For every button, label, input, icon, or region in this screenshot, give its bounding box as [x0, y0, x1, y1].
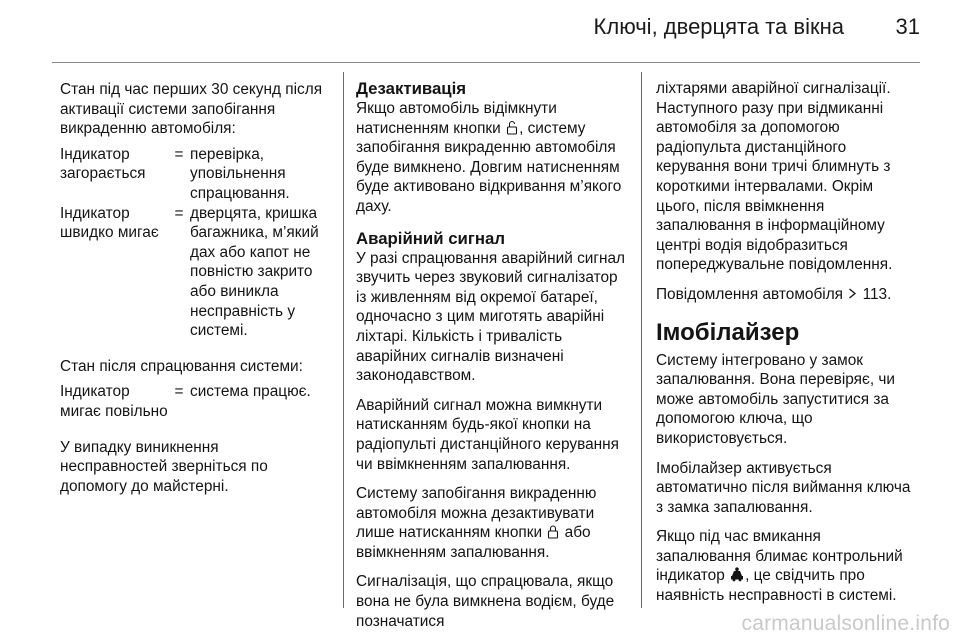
- paragraph: Сигналізація, що спрацювала, якщо вона не була вимкнена водієм, буде позначатися: [356, 573, 615, 630]
- status-intro: Стан під час перших 30 секунд після активації системи запобігання викраденню автомобіля:: [60, 81, 323, 138]
- page-ref-number: 113: [862, 285, 888, 303]
- text-span: , це свідчить про наявність несправності в системі.: [656, 567, 897, 605]
- text-span: або ввімкненням запалювання.: [356, 524, 591, 561]
- text-span: Повідомлення автомобіля: [656, 285, 844, 303]
- section-heading-immobilizer: Імобілайзер: [656, 318, 800, 346]
- watermark: carmanualsonline.info: [741, 612, 950, 635]
- status-after: Стан після спрацювання системи:: [60, 357, 303, 375]
- column-3: [656, 79, 918, 616]
- page-title: Ключі, дверцята та вікна: [593, 14, 844, 39]
- definition-row: [60, 204, 328, 341]
- paragraph: ліхтарями аварійної сигналізації. Наступного разу при відмиканні автомобіля за допомогою радіопульта дистанційного керування вони тричі блимнуть з короткими інтервалами. Окрім цього, після ввімкнення запалювання в інформаційному центрі водія відобразиться попереджувальне повідомлення.: [656, 80, 893, 274]
- page-number: 31: [895, 14, 920, 39]
- column-1: [60, 80, 328, 506]
- text-span: , систему запобігання викраденню автомобіля буде вимкнено. Довгим натисненням буде активовано відкривання м’якого даху.: [356, 119, 622, 215]
- unlock-icon: [506, 120, 518, 135]
- immobilizer-warning-icon: [730, 567, 744, 582]
- column-divider-1: [343, 72, 344, 608]
- column-divider-2: [641, 72, 642, 608]
- header-divider: [52, 62, 920, 63]
- section-heading-deactivation: Дезактивація: [356, 79, 467, 98]
- page-reference: Повідомлення автомобіля 113.: [656, 285, 892, 303]
- definition-equals: =: [174, 383, 184, 401]
- lock-icon: [547, 524, 559, 539]
- paragraph: Імобілайзер активується автоматично після виймання ключа з замка запалювання.: [656, 459, 911, 516]
- fault-note: У випадку виникнення несправностей зверніться по допомогу до майстерні.: [60, 438, 268, 495]
- definition-row: [60, 145, 328, 204]
- text-span: Систему запобігання викраденню автомобіля можна дезактивувати лише натисканням кнопки: [356, 485, 597, 542]
- page-ref-arrow-icon: [848, 286, 857, 301]
- paragraph: [356, 99, 626, 217]
- definition-desc: дверцята, кришка багажника, м’який дах або капот не повністю закрито або виникла несправність у системі.: [190, 204, 319, 340]
- paragraph: У разі спрацювання аварійний сигнал звучить через звуковий сигналізатор із живленням від окремої батареї, одночасно з цим миготять аварійні ліхтарі. Кількість і тривалість аварійних сигналів визначені законодавством.: [356, 249, 626, 385]
- paragraph: [356, 484, 626, 562]
- definition-equals: =: [174, 145, 184, 163]
- paragraph: [656, 527, 918, 605]
- definition-desc: перевірка, уповільнення спрацювання.: [190, 145, 290, 202]
- definition-term: Індикатор швидко мигає: [60, 204, 159, 242]
- text-span: Якщо під час вмикання запалювання блимає контрольний індикатор: [656, 528, 903, 585]
- paragraph: Аварійний сигнал можна вимкнути натисканням будь-якої кнопки на радіопульті дистанційного керування чи ввімкненням запалювання.: [356, 396, 619, 473]
- column-2: [356, 79, 626, 641]
- page-header: [0, 0, 960, 62]
- section-heading-alarm: Аварійний сигнал: [356, 228, 505, 248]
- definition-equals: =: [174, 204, 184, 222]
- definition-term: Індикатор загорається: [60, 145, 146, 183]
- paragraph: Систему інтегровано у замок запалювання. Вона перевіряє, чи може автомобіль запуститися за допомогою ключа, що використовується.: [656, 351, 895, 447]
- definition-term: Індикатор мигає повільно: [60, 383, 168, 420]
- definition-row: [60, 382, 328, 421]
- definition-desc: система працює.: [190, 383, 311, 401]
- text-span: Якщо автомобіль відімкнути натисненням кнопки: [356, 100, 557, 137]
